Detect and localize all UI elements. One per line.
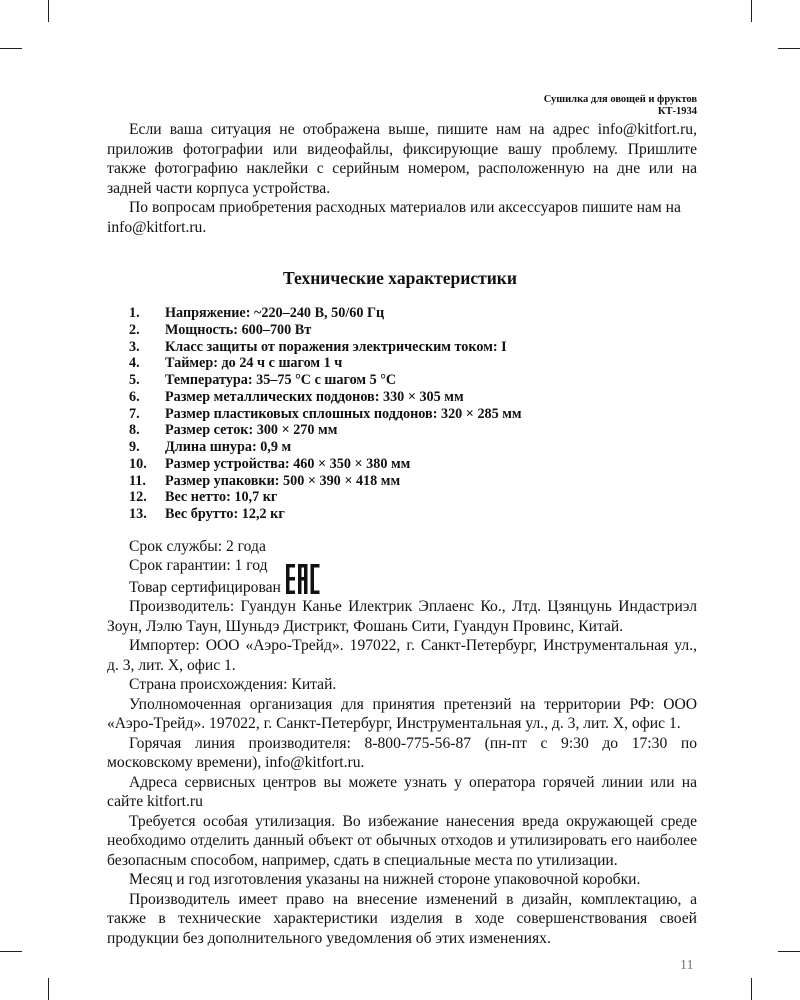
spec-number: 4. (129, 355, 140, 372)
specs-list (129, 305, 800, 523)
changes-notice: Производитель имеет право на внесение изменений в дизайн, комплектацию, а также в технические характеристики изделия в ходе совершенствования своей продукции без дополнительного уведомления об этих изменениях. (107, 890, 697, 947)
spec-item (129, 506, 800, 523)
spec-item (129, 406, 800, 423)
spec-text: Напряжение: ~220–240 В, 50/60 Гц (165, 305, 385, 321)
spec-number: 5. (129, 372, 140, 388)
specs-title: Технические характеристики (283, 268, 517, 288)
spec-text: Мощность: 600–700 Вт (165, 321, 312, 338)
spec-number: 10. (129, 455, 147, 472)
warranty: Срок гарантии: 1 год (129, 557, 268, 575)
certified-text: Товар сертифицирован (129, 578, 281, 596)
spec-number: 1. (129, 305, 140, 321)
spec-item (129, 355, 800, 372)
manufacturer: Производитель: Гуандун Канье Илектрик Эплаенс Ко., Лтд. Цзянцунь Индастриэл Зоун, Лэлю Таун, Шуньдэ Дистрикт, Фошань Сити, Гуандун Провинс, Китай. (107, 598, 697, 635)
spec-text: Вес нетто: 10,7 кг (165, 489, 278, 506)
eac-logo-icon (286, 564, 320, 594)
running-header (0, 94, 697, 118)
spec-number: 3. (129, 338, 140, 355)
intro-paragraph: По вопросам приобретения расходных материалов или аксессуаров пишите нам на info@kitfort.ru. (107, 199, 681, 236)
spec-item (129, 389, 800, 406)
manufacture-date: Месяц и год изготовления указаны на нижней стороне упаковочной коробки. (129, 871, 641, 889)
page-number: 11 (680, 958, 694, 974)
hotline: Горячая линия производителя: 8-800-775-56-87 (пн-пт с 9:30 до 17:30 по московскому времени), info@kitfort.ru. (107, 734, 697, 772)
service-centers: Адреса сервисных центров вы можете узнать у оператора горячей линии или на сайте kitfort.ru (107, 773, 697, 811)
authorized-organization: Уполномоченная организация для принятия претензий на территории РФ: ООО «Аэро-Трейд». 197022, г. Санкт-Петербург, Инструментальная ул., д. 3, лит. Х, офис 1. (107, 695, 697, 733)
spec-item (129, 489, 800, 506)
spec-number: 13. (129, 506, 147, 522)
spec-item (129, 305, 800, 322)
spec-number: 7. (129, 405, 140, 422)
spec-item (129, 473, 800, 490)
spec-number: 6. (129, 388, 140, 405)
spec-item (129, 339, 800, 356)
spec-text: Размер упаковки: 500 × 390 × 418 мм (165, 472, 401, 489)
spec-number: 2. (129, 321, 140, 338)
service-life: Срок службы: 2 года (129, 537, 266, 555)
spec-item (129, 322, 800, 339)
spec-item (129, 422, 800, 439)
certification-line (107, 576, 697, 598)
intro-paragraph: Если ваша ситуация не отображена выше, пишите нам на адрес info@kitfort.ru, приложив фотографии или видеофайлы, фиксирующие вашу проблему. Пришлите также фотографию наклейки с серийным номером, расположенную на дне или на задней части корпуса устройства. (107, 121, 697, 197)
spec-number: 12. (129, 489, 147, 506)
spec-number: 8. (129, 422, 140, 439)
info-section (107, 537, 697, 949)
spec-text: Размер металлических поддонов: 330 × 305 мм (165, 388, 464, 405)
spec-text: Размер сеток: 300 × 270 мм (165, 422, 338, 439)
spec-text: Температура: 35–75 °С с шагом 5 °С (165, 372, 397, 388)
spec-text: Таймер: до 24 ч с шагом 1 ч (165, 355, 343, 372)
spec-item (129, 372, 800, 389)
importer: Импортер: ООО «Аэро-Трейд». 197022, г. Санкт-Петербург, Инструментальная ул., д. 3, лит. Х, офис 1. (107, 637, 697, 674)
country-of-origin: Страна происхождения: Китай. (129, 676, 337, 694)
spec-number: 11. (129, 472, 146, 489)
header-product: Сушилка для овощей и фруктов (543, 94, 697, 105)
spec-text: Класс защиты от поражения электрическим током: I (165, 338, 507, 355)
spec-item (129, 456, 800, 473)
header-model: КТ-1934 (657, 106, 697, 117)
spec-item (129, 439, 800, 456)
disposal: Требуется особая утилизация. Во избежание нанесения вреда окружающей среде необходимо отделить данный объект от обычных отходов и утилизировать его наиболее безопасным способом, например, сдать в специальные места по утилизации. (107, 812, 697, 869)
spec-number: 9. (129, 439, 140, 455)
spec-text: Вес брутто: 12,2 кг (165, 506, 285, 522)
intro-section (107, 120, 697, 237)
spec-text: Размер пластиковых сплошных поддонов: 320 × 285 мм (165, 405, 522, 422)
spec-text: Размер устройства: 460 × 350 × 380 мм (165, 455, 411, 472)
spec-text: Длина шнура: 0,9 м (165, 439, 292, 455)
